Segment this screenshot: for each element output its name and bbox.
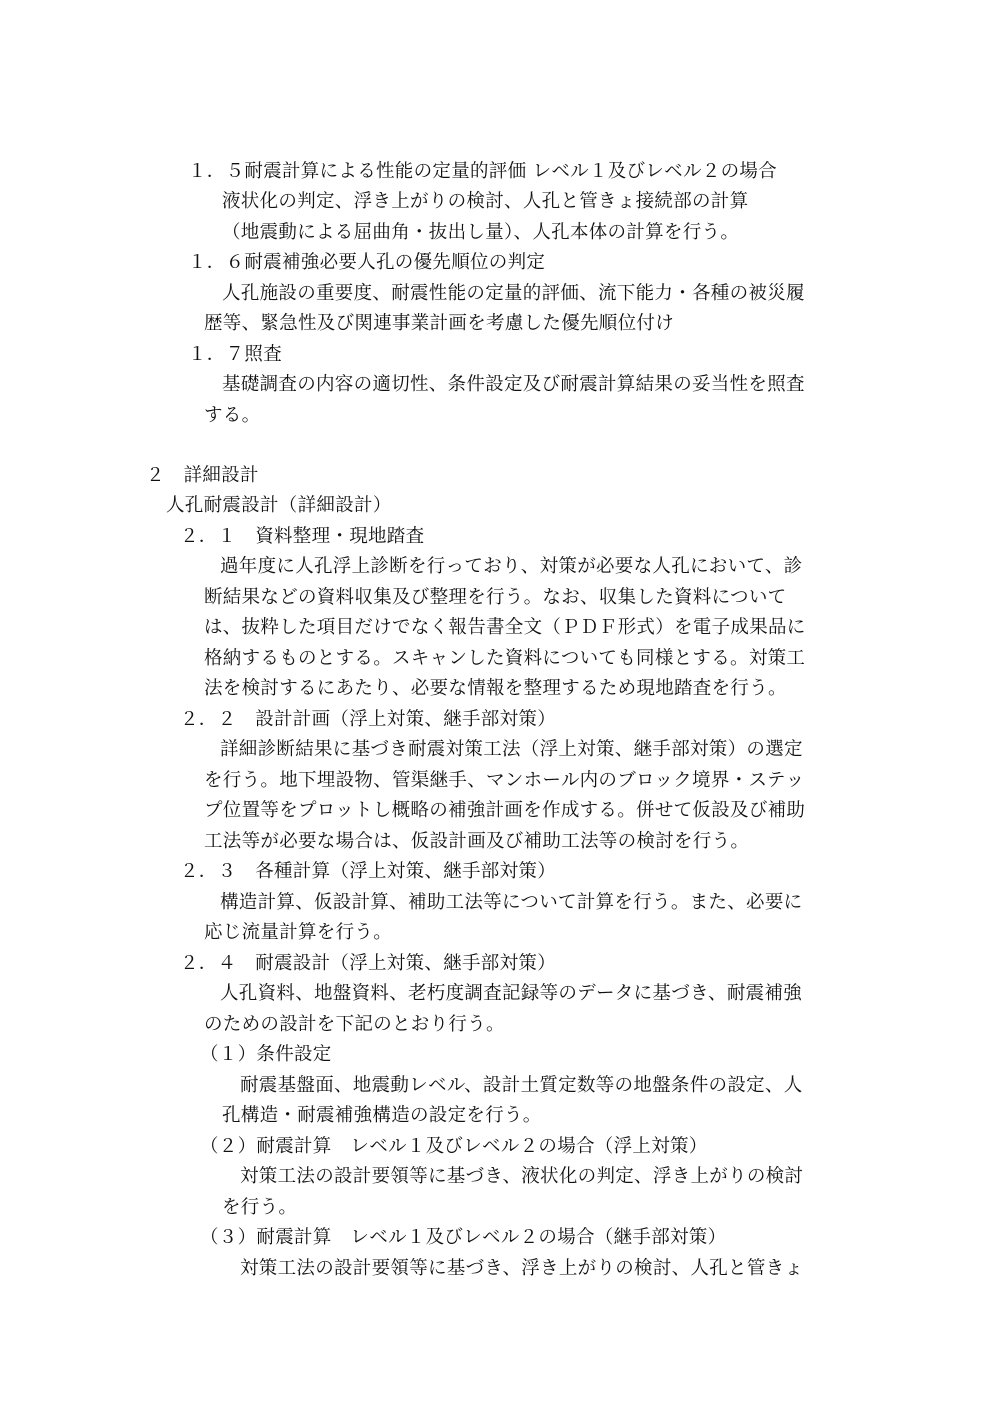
paragraph-line: 液状化の判定、浮き上がりの検討、人孔と管きょ接続部の計算 [222,191,749,212]
paragraph-line: 人孔資料、地盤資料、老朽度調査記録等のデータに基づき、耐震補強 [220,983,803,1004]
heading-1-6: １．６耐震補強必要人孔の優先順位の判定 [188,252,546,273]
paragraph-line: を行う。 [222,1197,298,1218]
paragraph-line: 断結果などの資料収集及び整理を行う。なお、収集した資料について [204,587,787,608]
item-heading-1: （１）条件設定 [200,1044,332,1065]
paragraph-line: 格納するものとする。スキャンした資料についても同様とする。対策工 [204,648,806,669]
heading-1-5: １．５耐震計算による性能の定量的評価 レベル１及びレベル２の場合 [188,161,777,182]
section-heading-2: ２ 詳細設計 [146,465,259,486]
paragraph-line: 対策工法の設計要領等に基づき、浮き上がりの検討、人孔と管きょ [240,1258,804,1279]
paragraph-line: 人孔施設の重要度、耐震性能の定量的評価、流下能力・各種の被災履 [222,283,805,304]
heading-2-1: ２．１ 資料整理・現地踏査 [180,526,425,547]
paragraph-line: 応じ流量計算を行う。 [204,922,393,943]
paragraph-line: 耐震基盤面、地震動レベル、設計土質定数等の地盤条件の設定、人 [240,1075,803,1096]
paragraph-line: 詳細診断結果に基づき耐震対策工法（浮上対策、継手部対策）の選定 [220,739,803,760]
paragraph-line: は、抜粋した項目だけでなく報告書全文（ＰＤＦ形式）を電子成果品に [204,617,806,638]
paragraph-line: 構造計算、仮設計算、補助工法等について計算を行う。また、必要に [220,892,803,913]
item-heading-3: （３）耐震計算 レベル１及びレベル２の場合（継手部対策） [200,1227,727,1248]
item-heading-2: （２）耐震計算 レベル１及びレベル２の場合（浮上対策） [200,1136,708,1157]
paragraph-line: プ位置等をプロットし概略の補強計画を作成する。併せて仮設及び補助 [204,800,806,821]
heading-1-7: １．７照査 [188,344,283,365]
heading-2-3: ２．３ 各種計算（浮上対策、継手部対策） [180,861,557,882]
paragraph-line: 対策工法の設計要領等に基づき、液状化の判定、浮き上がりの検討 [240,1166,804,1187]
subsection-title: 人孔耐震設計（詳細設計） [166,495,392,516]
paragraph-line: を行う。地下埋設物、管渠継手、マンホール内のブロック境界・ステッ [204,770,805,791]
paragraph-line: する。 [204,405,261,426]
paragraph-line: 基礎調査の内容の適切性、条件設定及び耐震計算結果の妥当性を照査 [222,374,805,395]
paragraph-line: 過年度に人孔浮上診断を行っており、対策が必要な人孔において、診 [220,556,803,577]
paragraph-line: 歴等、緊急性及び関連事業計画を考慮した優先順位付け [204,313,675,334]
heading-2-4: ２．４ 耐震設計（浮上対策、継手部対策） [180,953,557,974]
paragraph-line: 孔構造・耐震補強構造の設定を行う。 [222,1105,542,1126]
paragraph-line: 工法等が必要な場合は、仮設計画及び補助工法等の検討を行う。 [204,831,750,852]
paragraph-line: のための設計を下記のとおり行う。 [204,1014,505,1035]
paragraph-line: （地震動による屈曲角・抜出し量）、人孔本体の計算を行う。 [222,222,740,243]
heading-2-2: ２．２ 設計計画（浮上対策、継手部対策） [180,709,557,730]
paragraph-line: 法を検討するにあたり、必要な情報を整理するため現地踏査を行う。 [204,678,787,699]
